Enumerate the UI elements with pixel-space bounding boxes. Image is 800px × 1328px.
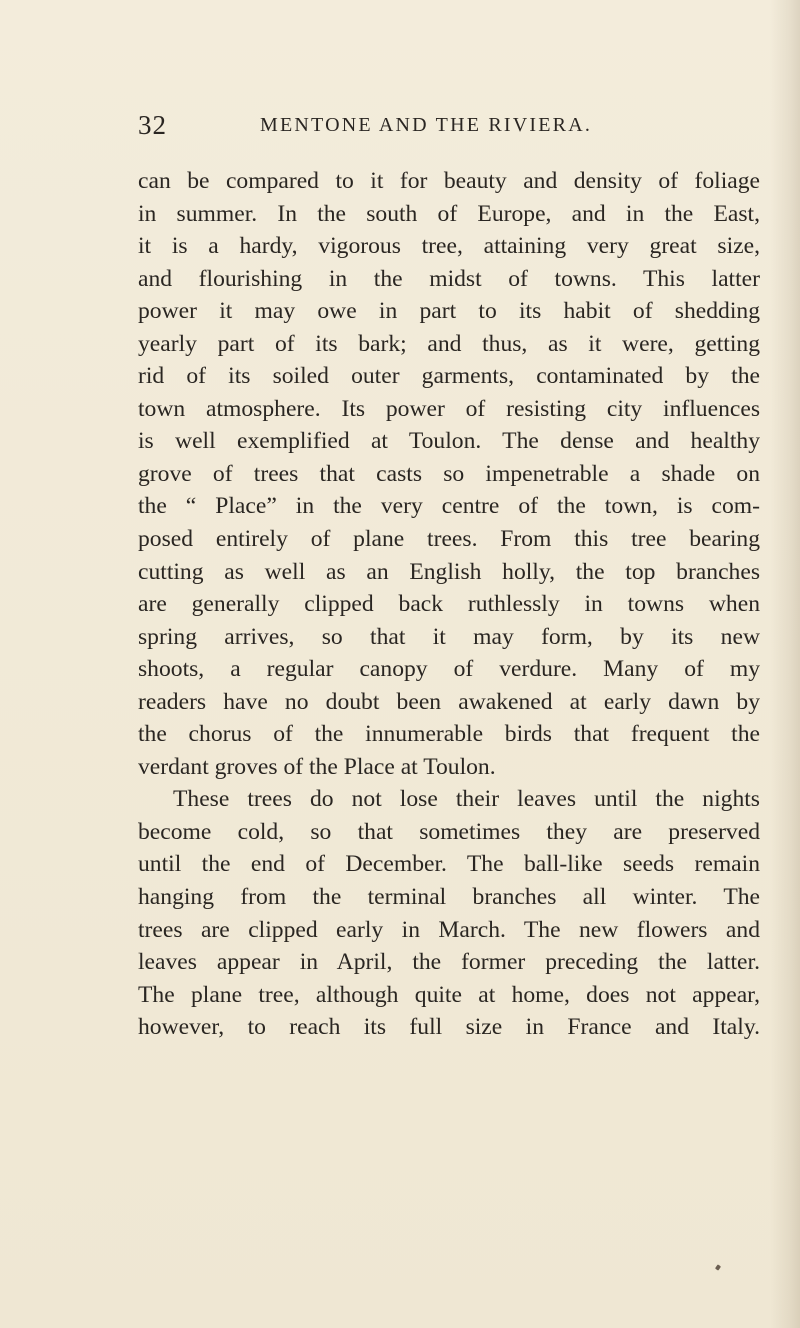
text-line: until the end of December. The ball-like seeds remain [138,851,760,878]
text-line: is well exemplified at Toulon. The dense and healthy [138,428,760,455]
page-number: 32 [138,110,167,140]
text-line: hanging from the terminal branches all winter. The [138,884,760,911]
text-line: however, to reach its full size in France and Italy. [138,1014,760,1041]
text-line: shoots, a regular canopy of verdure. Many of my [138,656,760,683]
text-line: posed entirely of plane trees. From this tree bearing [138,526,760,553]
text-line: readers have no doubt been awakened at early dawn by [138,688,760,715]
text-line: can be compared to it for beauty and density of foliage [138,168,760,194]
text-line: These trees do not lose their leaves until the nights [173,786,760,813]
text-line: The plane tree, although quite at home, does not appear, [138,981,760,1008]
body-text [138,165,760,1044]
text-line: trees are clipped early in March. The new flowers and [138,916,760,943]
text-line: cutting as well as an English holly, the top branches [138,558,760,585]
running-title: MENTONE AND THE RIVIERA. [260,114,593,136]
text-line: leaves appear in April, the former preceding the latter. [138,949,760,976]
text-line: town atmosphere. Its power of resisting city influences [138,395,760,422]
text-line: the “ Place” in the very centre of the town, is com- [138,493,760,520]
text-line: the chorus of the innumerable birds that frequent the [138,721,760,748]
text-line: power it may owe in part to its habit of shedding [138,298,760,325]
text-line: are generally clipped back ruthlessly in towns when [138,591,760,618]
paper-speck [715,1264,721,1270]
text-line: spring arrives, so that it may form, by its new [138,623,760,650]
text-line: grove of trees that casts so impenetrable a shade on [138,460,760,487]
text-line: in summer. In the south of Europe, and in the East, [138,200,760,227]
text-line: verdant groves of the Place at Toulon. [138,753,496,780]
text-line: it is a hardy, vigorous tree, attaining very great size, [138,233,760,260]
text-line: yearly part of its bark; and thus, as it were, getting [138,330,760,357]
text-line: rid of its soiled outer garments, contaminated by the [138,363,760,390]
running-head [138,110,758,144]
text-line: become cold, so that sometimes they are preserved [138,818,760,845]
text-line: and flourishing in the midst of towns. This latter [138,265,760,292]
